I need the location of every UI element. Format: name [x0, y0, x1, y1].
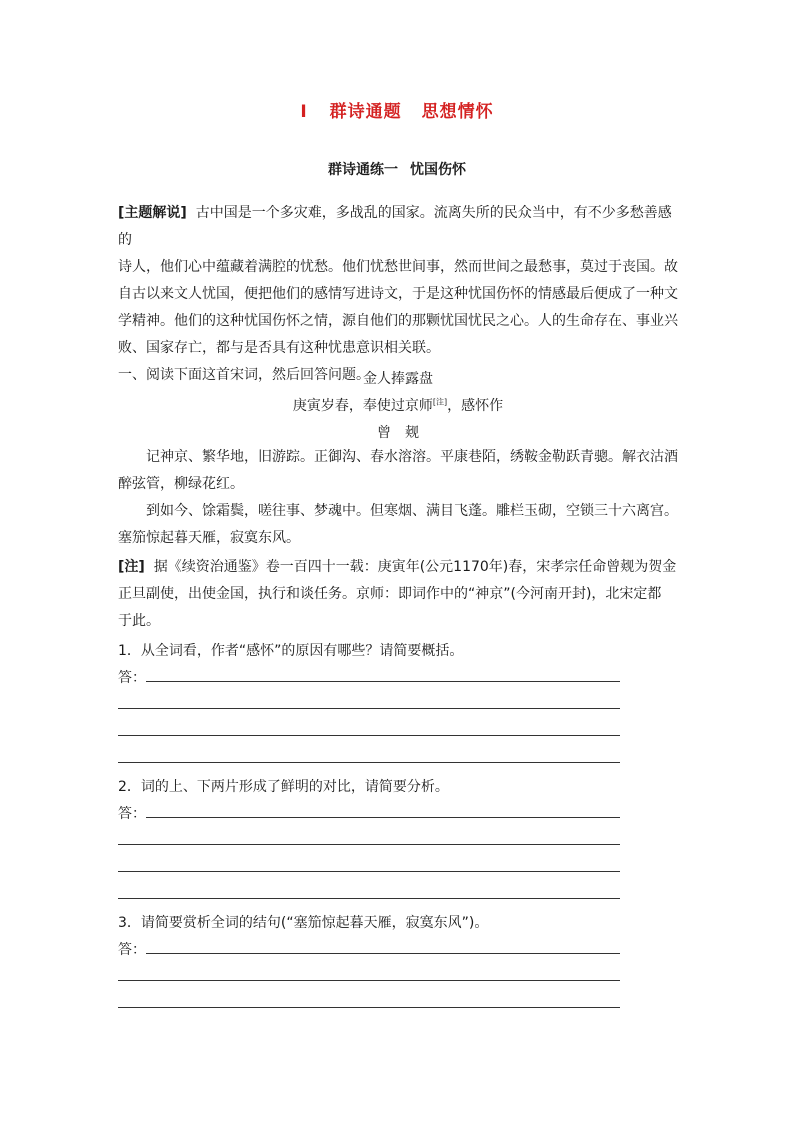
poem-stanza2-line1: 到如今、馀霜鬓，嗟往事、梦魂中。但寒烟、满目飞蓬。雕栏玉砌，空锁三十六离宫。 [146, 503, 678, 519]
instruction: 一、阅读下面这首宋词，然后回答问题。 [118, 367, 370, 383]
poem-title: 金人捧露盘 [363, 371, 433, 387]
answer-label-3: 答： [118, 942, 146, 958]
intro-line-4: 学精神。他们的这种忧国伤怀之情，源自他们的那颗忧国忧民之心。人的生命存在、事业兴 [118, 313, 678, 329]
poem-body [118, 444, 678, 552]
answer-label-1: 答： [118, 670, 146, 686]
theme-explanation [118, 200, 678, 389]
exercise-title [0, 159, 794, 179]
poem-stanza1-line2: 醉弦管，柳绿花红。 [118, 476, 244, 492]
note-line-2: 正旦副使，出使金国，执行和谈任务。京师：即词作中的“神京”(今河南开封)，北宋定都 [118, 586, 662, 602]
poem-preface-a: 庚寅岁春，奉使过京师 [292, 398, 433, 414]
poem-stanza2-line2: 塞笳惊起暮天雁，寂寞东风。 [118, 530, 300, 546]
intro-line-3: 自古以来文人忧国，便把他们的感情写进诗文，于是这种忧国伤怀的情感最后便成了一种文 [118, 286, 678, 302]
theme-tag: [主题解说] [118, 205, 187, 221]
answer-line[interactable] [118, 708, 620, 709]
answer-line[interactable] [118, 871, 620, 872]
question-1: 1．从全词看，作者“感怀”的原因有哪些？请简要概括。 [118, 643, 464, 659]
exercise-title-part2: 忧国伤怀 [410, 162, 466, 178]
answer-line[interactable] [146, 953, 620, 954]
intro-line-1: 古中国是一个多灾难，多战乱的国家。流离失所的民众当中，有不少多愁善感的 [118, 205, 672, 248]
note-tag: [注] [118, 559, 145, 575]
section-title-part2: 思想情怀 [421, 102, 494, 122]
answer-line[interactable] [118, 898, 620, 899]
note-line-1: 据《续资治通鉴》卷一百四十一载：庚寅年(公元1170年)春，宋孝宗任命曾觌为贺金 [153, 559, 677, 575]
poem-note [118, 554, 678, 635]
poem-stanza1-line1: 记神京、繁华地，旧游踪。正御沟、春水溶溶。平康巷陌，绣鞍金勒跃青骢。解衣沽酒 [146, 449, 678, 465]
poem-preface-b: ，感怀作 [447, 398, 504, 414]
question-2: 2．词的上、下两片形成了鲜明的对比，请简要分析。 [118, 779, 449, 795]
section-title-part1: 群诗通题 [329, 102, 402, 122]
note-line-3: 于此。 [118, 613, 160, 629]
section-title [0, 97, 794, 122]
answer-line[interactable] [146, 817, 620, 818]
answer-label-2: 答： [118, 806, 146, 822]
poem-preface [118, 395, 678, 415]
section-number: Ⅰ [300, 102, 308, 122]
exercise-title-part1: 群诗通练一 [328, 162, 398, 178]
intro-line-2: 诗人，他们心中蕴藏着满腔的忧愁。他们忧愁世间事，然而世间之最愁事，莫过于丧国。故 [118, 259, 678, 275]
question-3: 3．请简要赏析全词的结句(“塞笳惊起暮天雁，寂寞东风”)。 [118, 915, 489, 931]
poem-note-marker: [注] [432, 397, 448, 407]
poem-author: 曾 觌 [377, 425, 419, 441]
intro-line-5: 败、国家存亡，都与是否具有这种忧患意识相关联。 [118, 340, 440, 356]
answer-line[interactable] [146, 681, 620, 682]
answer-line[interactable] [118, 762, 620, 763]
answer-line[interactable] [118, 735, 620, 736]
answer-line[interactable] [118, 1007, 620, 1008]
answer-line[interactable] [118, 844, 620, 845]
answer-line[interactable] [118, 980, 620, 981]
